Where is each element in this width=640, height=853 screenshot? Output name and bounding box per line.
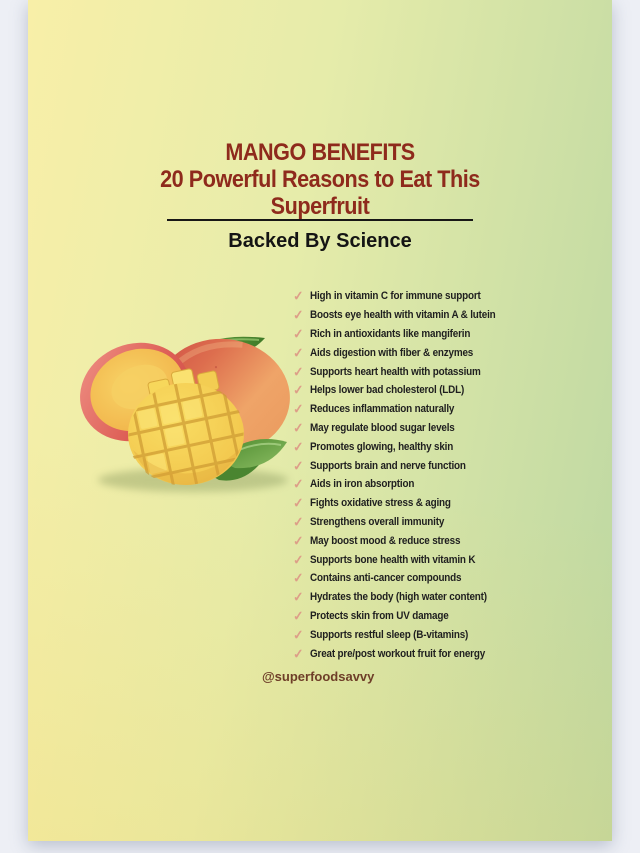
benefit-text: Protects skin from UV damage: [310, 609, 449, 622]
title-underline: [167, 219, 473, 221]
benefit-text: Supports brain and nerve function: [310, 459, 466, 472]
check-icon: ✓: [292, 401, 305, 417]
benefit-text: Aids in iron absorption: [310, 478, 415, 491]
check-icon: ✓: [292, 325, 305, 342]
benefit-row: [293, 588, 516, 607]
benefit-row: [293, 550, 516, 569]
benefit-row: [293, 513, 516, 532]
benefit-row: [293, 362, 516, 381]
check-icon: ✓: [292, 438, 305, 455]
social-handle: @superfoodsavvy: [262, 669, 375, 684]
benefit-text: Promotes glowing, healthy skin: [310, 440, 454, 453]
benefit-text: Supports bone health with vitamin K: [310, 553, 476, 566]
check-icon: ✓: [292, 288, 305, 304]
benefit-text: Fights oxidative stress & aging: [310, 497, 451, 510]
title-line-1: MANGO BENEFITS: [225, 139, 415, 166]
check-icon: ✓: [292, 344, 305, 361]
benefit-row: [293, 456, 516, 475]
benefit-text: Contains anti-cancer compounds: [310, 572, 462, 585]
benefit-row: [293, 494, 516, 513]
title-line-2: 20 Powerful Reasons to Eat This: [160, 166, 480, 193]
benefit-text: Aids digestion with fiber & enzymes: [310, 346, 474, 359]
check-icon: ✓: [292, 476, 305, 492]
benefit-row: [293, 325, 516, 344]
benefit-row: [293, 419, 516, 438]
title-line-3: Superfruit: [270, 193, 370, 220]
check-icon: ✓: [292, 363, 305, 380]
check-icon: ✓: [292, 607, 305, 624]
header: [28, 139, 612, 220]
benefit-text: Helps lower bad cholesterol (LDL): [310, 384, 465, 397]
benefit-row: [293, 531, 516, 550]
check-icon: ✓: [292, 532, 305, 549]
page-title: [28, 139, 612, 220]
check-icon: ✓: [292, 382, 305, 398]
check-icon: ✓: [292, 307, 305, 323]
check-icon: ✓: [292, 551, 305, 568]
benefit-text: Hydrates the body (high water content): [310, 591, 487, 604]
mango-illustration: [73, 328, 305, 500]
benefit-text: High in vitamin C for immune support: [310, 290, 481, 303]
check-icon: ✓: [292, 513, 305, 530]
benefit-text: May regulate blood sugar levels: [310, 421, 455, 434]
benefit-row: [293, 569, 516, 588]
subtitle: Backed By Science: [228, 230, 412, 252]
benefit-row: [293, 475, 516, 494]
check-icon: ✓: [292, 570, 305, 586]
benefit-text: Reduces inflammation naturally: [310, 403, 455, 416]
check-icon: ✓: [292, 495, 305, 511]
benefit-row: [293, 381, 516, 400]
benefit-row: [293, 343, 516, 362]
benefit-row: [293, 400, 516, 419]
benefit-text: Strengthens overall immunity: [310, 515, 445, 528]
benefit-row: [293, 287, 516, 306]
infographic-card: [28, 0, 612, 841]
benefits-list: [293, 287, 516, 663]
benefit-text: Supports restful sleep (B-vitamins): [310, 628, 469, 641]
benefit-row: [293, 437, 516, 456]
benefit-text: Supports heart health with potassium: [310, 365, 481, 378]
benefit-text: Boosts eye health with vitamin A & lutein: [310, 309, 496, 322]
benefit-text: Rich in antioxidants like mangiferin: [310, 327, 471, 340]
check-icon: ✓: [292, 588, 305, 605]
benefit-row: [293, 607, 516, 626]
check-icon: ✓: [292, 645, 305, 662]
benefit-row: [293, 644, 516, 663]
benefit-text: Great pre/post workout fruit for energy: [310, 647, 486, 660]
benefit-row: [293, 306, 516, 325]
check-icon: ✓: [292, 419, 305, 436]
benefit-row: [293, 625, 516, 644]
benefit-text: May boost mood & reduce stress: [310, 534, 461, 547]
check-icon: ✓: [292, 626, 305, 643]
check-icon: ✓: [292, 457, 305, 474]
